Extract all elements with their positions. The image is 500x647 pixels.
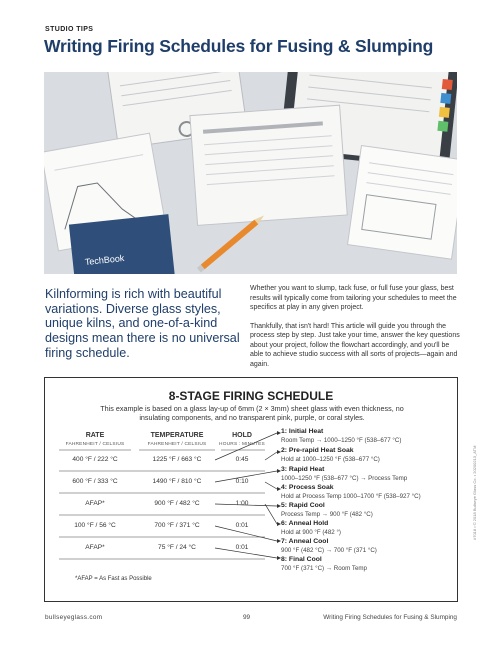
rate-cell: 600 °F / 333 °C [72, 478, 118, 485]
vertical-note [472, 445, 478, 546]
rate-cell: AFAP* [85, 544, 105, 551]
column-header-rate: RATE [85, 432, 105, 439]
temperature-cell: 75 °F / 24 °C [158, 544, 196, 551]
binders-and-schedules-illustration [44, 72, 457, 274]
section-kicker: STUDIO TIPS [45, 26, 94, 33]
stage-label: 1: Initial Heat [281, 428, 324, 435]
booklet-label: TechBook [84, 252, 125, 268]
column-header-hold: HOLD [232, 432, 252, 439]
stage-detail: 1000–1250 °F (538–677 °C) → Process Temp [281, 475, 408, 482]
column-header-temperature: TEMPERATURE [150, 432, 204, 439]
vertical-note-text: #7018 • © 2018 Bullseye Glass Co. • 20200213_ATM [472, 445, 477, 540]
stage-detail: Hold at 900 °F (482 °) [281, 529, 341, 536]
temperature-cell: 1490 °F / 810 °C [152, 478, 202, 485]
intro-paragraph-2: Thankfully, that isn't hard! This article will guide you through the process step by step. Just take your time, answer the key questions about your project, follow the flowchart accordingly, and you'll be able to achieve studio success with all sorts of projects—again and again. [250, 322, 460, 368]
rate-cell: 400 °F / 222 °C [72, 456, 118, 463]
stage-label: 6: Anneal Hold [281, 520, 329, 527]
column-subheader-rate: FAHRENHEIT / CELSIUS [65, 442, 125, 447]
intro-body [250, 284, 462, 369]
column-subheader-hold: HOURS : MINUTES [219, 442, 265, 447]
hold-cell: 0:45 [235, 456, 249, 463]
hold-cell: 0:10 [235, 478, 249, 485]
stage-label: 7: Anneal Cool [281, 538, 329, 545]
schedule-description: This example is based on a glass lay-up of 6mm (2 × 3mm) sheet glass with even thickness, no insulating components, and no transparent pink, purple, or coral styles. [100, 404, 404, 422]
page-title: Writing Firing Schedules for Fusing & Slumping [44, 36, 434, 56]
stage-detail: Hold at Process Temp 1000–1700 °F (538–927 °C) [281, 493, 421, 500]
temperature-cell: 1225 °F / 663 °C [152, 456, 202, 463]
temperature-cell: 900 °F / 482 °C [154, 500, 200, 507]
stage-detail: 900 °F (482 °C) → 700 °F (371 °C) [281, 547, 377, 554]
stage-label: 8: Final Cool [281, 556, 322, 563]
hero-photo [44, 72, 457, 274]
footer-running-title: Writing Firing Schedules for Fusing & Slumping [323, 614, 457, 621]
stage-label: 4: Process Soak [281, 484, 334, 491]
stage-label: 5: Rapid Cool [281, 502, 325, 509]
footer-page-number: 99 [243, 614, 251, 621]
temperature-cell: 700 °F / 371 °C [154, 522, 200, 529]
schedule-footnote: *AFAP = As Fast as Possible [75, 576, 152, 582]
rate-cell: 100 °F / 56 °C [74, 522, 116, 529]
footer-site: bullseyeglass.com [45, 614, 103, 621]
hold-cell: 0:01 [235, 522, 249, 529]
hold-cell: 0:01 [235, 544, 249, 551]
firing-schedule-box [44, 377, 458, 602]
stage-label: 3: Rapid Heat [281, 466, 325, 473]
stage-label: 2: Pre-rapid Heat Soak [281, 447, 354, 454]
stage-detail: Hold at 1000–1250 °F (538–677 °C) [281, 456, 380, 463]
stage-detail: Room Temp → 1000–1250 °F (538–677 °C) [281, 437, 402, 444]
hold-cell: 1:00 [235, 500, 249, 507]
schedule-title: 8-STAGE FIRING SCHEDULE [168, 389, 334, 403]
schedule-rule-lines [45, 378, 459, 603]
column-subheader-temperature: FAHRENHEIT / CELSIUS [147, 442, 207, 447]
intro-lead: Kilnforming is rich with beautiful variations. Diverse glass styles, unique kilns, and one-of-a-kind designs mean there is no universal firing schedule. [45, 287, 240, 360]
intro-paragraph-1: Whether you want to slump, tack fuse, or full fuse your glass, best results will typically come from tailoring your schedules to meet the specifics at play in any given project. [250, 285, 457, 311]
stage-detail: 700 °F (371 °C) → Room Temp [281, 565, 367, 572]
stage-detail: Process Temp → 900 °F (482 °C) [281, 511, 373, 518]
rate-cell: AFAP* [85, 500, 105, 507]
